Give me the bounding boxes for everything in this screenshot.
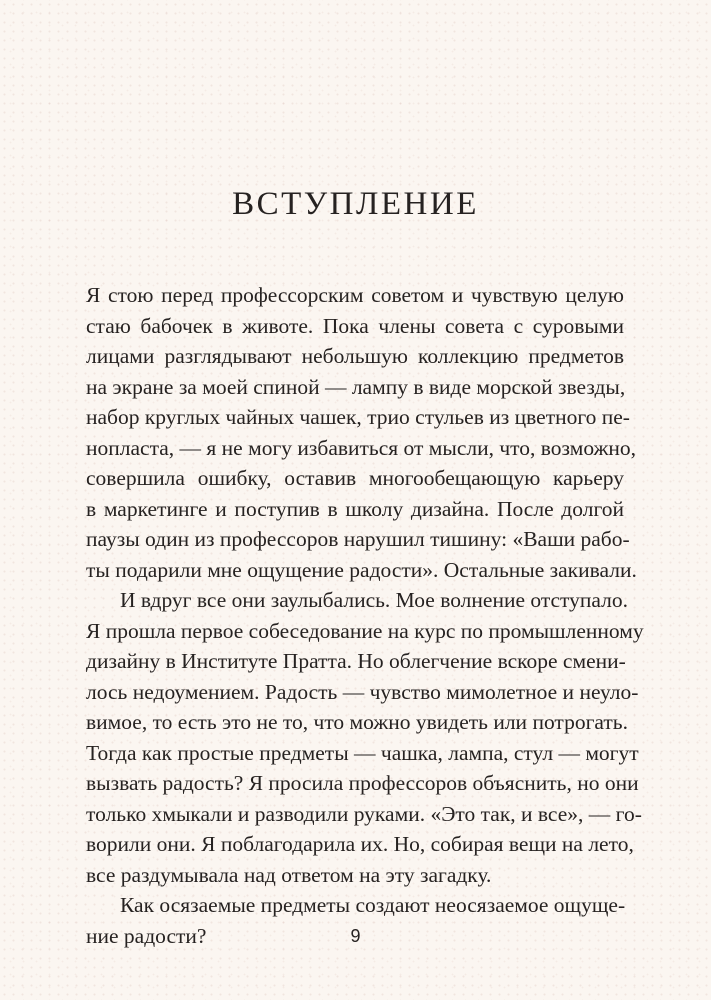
chapter-title: ВСТУПЛЕНИЕ [232, 186, 479, 222]
text-line: вимое, то есть это не то, что можно увидеть или потрогать. [86, 710, 628, 734]
text-line: совершила ошибку, оставив многообещающую карьеру [86, 466, 624, 490]
text-line: нопласта, — я не могу избавиться от мысли, что, возможно, [86, 435, 637, 460]
text-line: ты подарили мне ощущение радости». Остальные закивали. [86, 557, 637, 582]
text-line: паузы один из профессоров нарушил тишину: «Ваши рабо- [86, 527, 630, 551]
text-line: И вдруг все они заулыбались. Мое волнение отступало. [120, 588, 628, 612]
text-line: только хмыкали и разводили руками. «Это так, и все», — го- [86, 801, 642, 826]
text-line: Я прошла первое собеседование на курс по промышленному [86, 618, 644, 643]
text-line: Тогда как простые предметы — чашка, лампа, стул — могут [86, 740, 639, 765]
text-line: Как осязаемые предметы создают неосязаемое ощуще- [120, 893, 626, 917]
page-number: 9 [350, 926, 361, 946]
text-line: дизайну в Институте Пратта. Но облегчение вскоре смени- [86, 649, 626, 673]
text-line: лицами разглядывают небольшую коллекцию предметов [86, 344, 624, 368]
text-line: стаю бабочек в животе. Пока члены совета с суровыми [86, 313, 624, 338]
text-line: лось недоумением. Радость — чувство мимолетное и неуло- [86, 679, 639, 704]
body-text [86, 280, 644, 951]
text-line: в маркетинге и поступив в школу дизайна. После долгой [86, 496, 624, 521]
text-line: на экране за моей спиной — лампу в виде морской звезды, [86, 374, 626, 399]
text-line: набор круглых чайных чашек, трио стульев из цветного пе- [86, 405, 630, 429]
text-line: все раздумывала над ответом на эту загадку. [86, 862, 492, 887]
text-line: вызвать радость? Я просила профессоров объяснить, но они [86, 771, 639, 795]
text-line: Я стою перед профессорским советом и чувствую целую [86, 283, 624, 307]
text-line: ворили они. Я поблагодарила их. Но, собирая вещи на лето, [86, 832, 634, 856]
text-line: ние радости? [86, 923, 207, 948]
